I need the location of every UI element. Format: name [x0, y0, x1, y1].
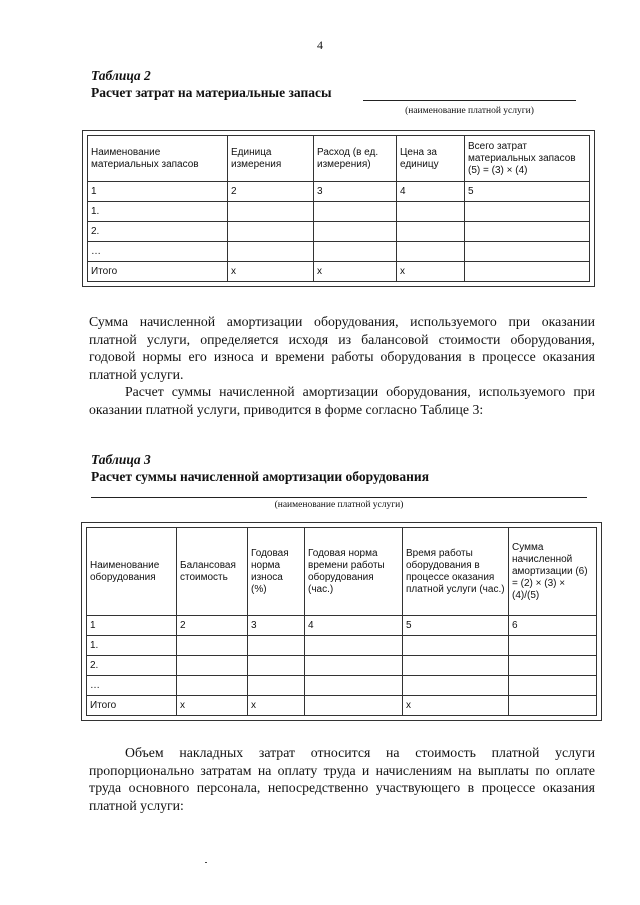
table3-cell — [509, 676, 597, 696]
table3-cell: Итого — [87, 696, 177, 716]
table2-title: Расчет затрат на материальные запасы — [91, 85, 332, 100]
table2-cell — [465, 262, 590, 282]
table3-caption: Таблица 3 — [91, 452, 151, 467]
table3-cell: х — [177, 696, 248, 716]
table3-row — [87, 656, 597, 676]
table3-cell — [177, 676, 248, 696]
table2-cell: 3 — [314, 182, 397, 202]
table3-header-row — [87, 528, 597, 616]
table2 — [87, 135, 590, 282]
paragraph-amortization-definition: Сумма начисленной амортизации оборудования, используемого при оказании платной услуги, определяется исходя из балансовой стоимости оборудования, годовой нормы его износа и времени работы оборудования в процессе оказания платной услуги. — [89, 314, 595, 382]
table2-cell: х — [397, 262, 465, 282]
table3-cell: 5 — [403, 616, 509, 636]
table3-cell: … — [87, 676, 177, 696]
table3-title: Расчет суммы начисленной амортизации оборудования — [91, 469, 430, 484]
table3-cell — [509, 636, 597, 656]
table3-service-note: (наименование платной услуги) — [274, 500, 404, 510]
table2-service-line — [363, 88, 576, 101]
table3-cell: х — [248, 696, 305, 716]
table2-row — [88, 202, 590, 222]
table2-cell — [397, 242, 465, 262]
table2-cell — [228, 242, 314, 262]
table3-header-cell: Годовая норма износа (%) — [248, 528, 305, 616]
table2-cell: 4 — [397, 182, 465, 202]
table3-cell — [403, 676, 509, 696]
table3-cell: х — [403, 696, 509, 716]
table3-cell — [248, 656, 305, 676]
table2-cell — [314, 242, 397, 262]
table3-row — [87, 616, 597, 636]
table2-header-cell: Всего затрат материальных запасов (5) = (3) × (4) — [465, 136, 590, 182]
table2-cell — [465, 202, 590, 222]
table3-cell: 2. — [87, 656, 177, 676]
table3-cell — [305, 696, 403, 716]
table3-cell — [509, 656, 597, 676]
table3-cell — [177, 656, 248, 676]
table3-row — [87, 636, 597, 656]
table2-cell — [314, 222, 397, 242]
scan-speck — [205, 862, 207, 863]
table3 — [86, 527, 597, 716]
paragraph-overhead-costs: Объем накладных затрат относится на стоимость платной услуги пропорционально затратам на оплату труда и начислениям на выплаты по оплате труда основного персонала, непосредственно участвующего в процессе оказания платной услуги: — [89, 745, 595, 813]
table3-cell: 4 — [305, 616, 403, 636]
table2-row — [88, 222, 590, 242]
table2-cell: х — [314, 262, 397, 282]
table2-cell: х — [228, 262, 314, 282]
table2-cell — [465, 242, 590, 262]
table2-row — [88, 262, 590, 282]
table3-cell — [305, 636, 403, 656]
table3-cell: 1 — [87, 616, 177, 636]
table3-cell — [509, 696, 597, 716]
table2-cell: 5 — [465, 182, 590, 202]
table2-cell — [465, 222, 590, 242]
table2-cell — [228, 202, 314, 222]
table2-cell: 2 — [228, 182, 314, 202]
table2-service-note: (наименование платной услуги) — [405, 106, 534, 116]
table2-cell — [397, 222, 465, 242]
page-number: 4 — [317, 38, 323, 52]
table2-cell: 2. — [88, 222, 228, 242]
table3-row — [87, 676, 597, 696]
table3-cell: 3 — [248, 616, 305, 636]
table2-header-cell: Цена за единицу — [397, 136, 465, 182]
table3-cell: 1. — [87, 636, 177, 656]
table3-cell: 2 — [177, 616, 248, 636]
table3-row — [87, 696, 597, 716]
table3-header-cell: Наименование оборудования — [87, 528, 177, 616]
table2-cell: 1 — [88, 182, 228, 202]
table2-header-cell: Единица измерения — [228, 136, 314, 182]
table2-header-cell: Наименование материальных запасов — [88, 136, 228, 182]
paragraph-table3-reference: Расчет суммы начисленной амортизации оборудования, используемого при оказании платной услуги, приводится в форме согласно Таблице 3: — [89, 384, 595, 417]
table3-cell — [248, 636, 305, 656]
table3-header-cell: Годовая норма времени работы оборудования (час.) — [305, 528, 403, 616]
table3-cell — [305, 656, 403, 676]
table2-cell — [397, 202, 465, 222]
table3-cell — [248, 676, 305, 696]
table3-header-cell: Сумма начисленной амортизации (6) = (2) × (3) × (4)/(5) — [509, 528, 597, 616]
table3-service-line — [91, 485, 587, 498]
table3-cell — [403, 656, 509, 676]
table3-cell — [305, 676, 403, 696]
table3-header-cell: Балансовая стоимость — [177, 528, 248, 616]
table3-cell — [403, 636, 509, 656]
table2-cell — [228, 222, 314, 242]
table2-cell: Итого — [88, 262, 228, 282]
table2-row — [88, 242, 590, 262]
table2-row — [88, 182, 590, 202]
table3-cell: 6 — [509, 616, 597, 636]
table2-cell: 1. — [88, 202, 228, 222]
table2-caption: Таблица 2 — [91, 68, 151, 83]
table3-cell — [177, 636, 248, 656]
table2-cell: … — [88, 242, 228, 262]
table3-header-cell: Время работы оборудования в процессе оказания платной услуги (час.) — [403, 528, 509, 616]
table2-header-cell: Расход (в ед. измерения) — [314, 136, 397, 182]
table2-cell — [314, 202, 397, 222]
table2-header-row — [88, 136, 590, 182]
